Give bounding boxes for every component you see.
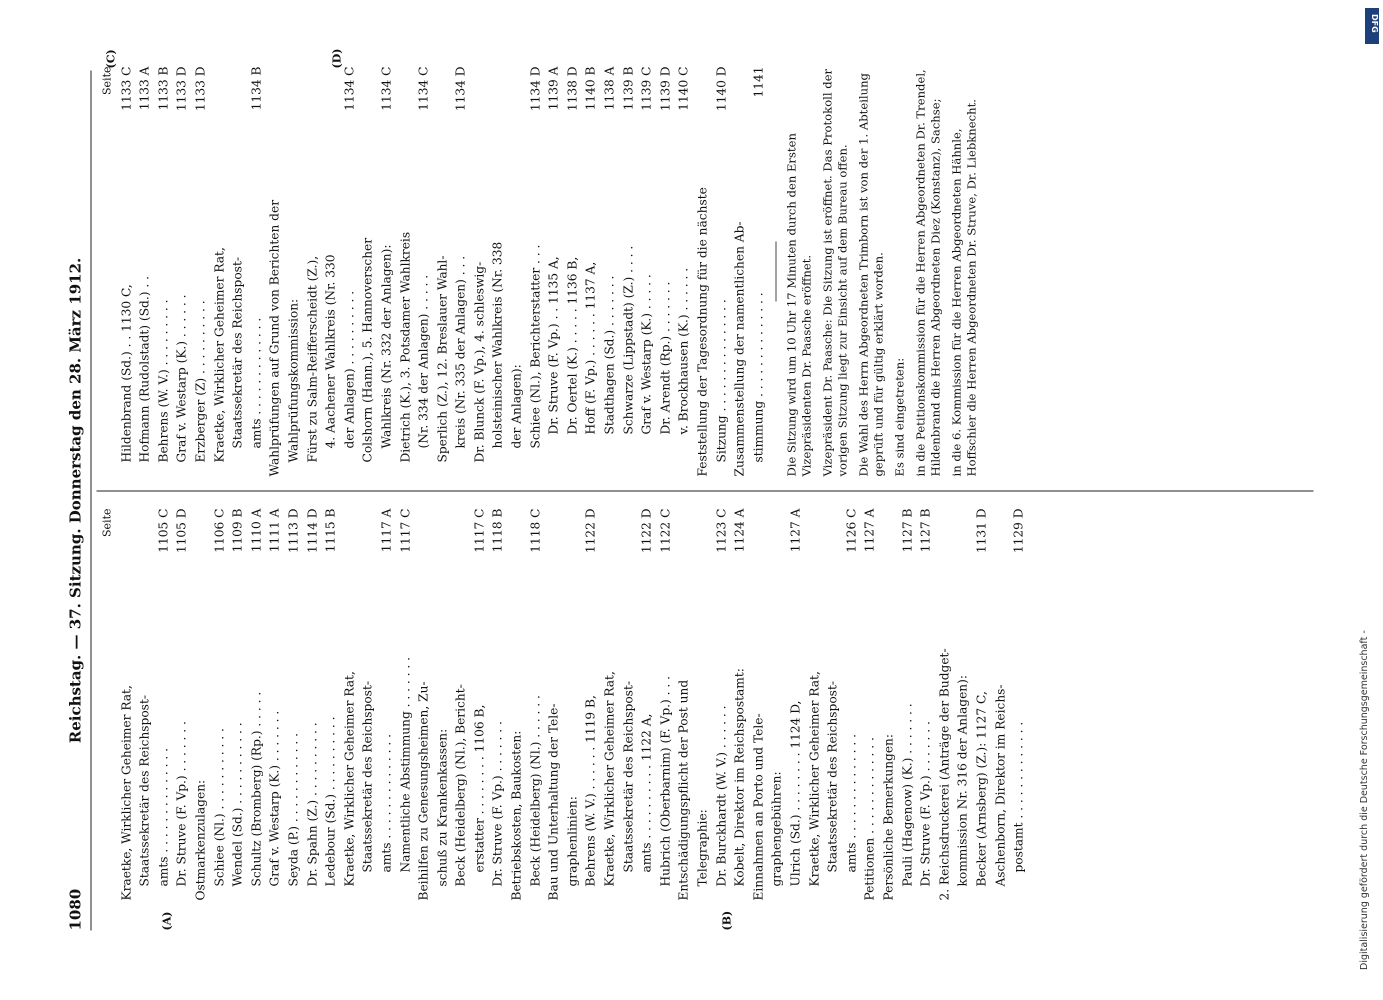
index-entry-text: Beihilfen zu Genesungsheimen, Zu- xyxy=(416,680,431,900)
index-entry xyxy=(303,66,322,476)
index-entry xyxy=(321,66,340,476)
index-entry-page: 1124 A xyxy=(732,508,747,552)
index-entry-page: 1133 A xyxy=(137,66,152,110)
index-entry xyxy=(730,508,749,900)
index-entry xyxy=(823,508,842,900)
index-entry-text: Graf v. Westarp (K.) . . . . . xyxy=(639,273,654,434)
index-entry xyxy=(544,508,563,900)
index-entry-text: Wendel (Sd.) . . . . . . . . . . . xyxy=(230,721,245,886)
index-entry xyxy=(656,66,675,476)
index-entry-page: 1114 D xyxy=(304,508,319,553)
index-entry xyxy=(433,508,452,900)
minutes-paragraph: Die Sitzung wird um 10 Uhr 17 Minuten durch den Ersten Vizepräsidenten Dr. Paasche eröffnet. xyxy=(784,132,814,476)
index-entry-text: Kraetke, Wirklicher Geheimer Rat, xyxy=(211,246,226,462)
index-entry-text: Petitionen . . . . . . . . . . . . . xyxy=(862,736,877,900)
index-entry-text: kreis (Nr. 335 der Anlagen) . . . xyxy=(453,255,468,448)
index-entry xyxy=(991,508,1010,900)
index-entry-page: 1140 C xyxy=(676,66,691,111)
index-entry-text: Hofmann (Rudolstadt) (Sd.) . . xyxy=(137,275,152,462)
index-entry-text: Wahlkreis (Nr. 332 der Anlagen): xyxy=(378,244,393,448)
index-entry-text: Schwarze (Lippstadt) (Z.) . . . . xyxy=(620,245,635,434)
left-column xyxy=(98,508,1028,900)
index-entry-text: Behrens (W. V.) . . . . . . 1119 B, xyxy=(583,694,598,886)
index-entry xyxy=(674,66,693,476)
index-entry xyxy=(749,508,768,900)
index-entry-page: 1129 D xyxy=(1011,508,1026,553)
index-entry xyxy=(358,508,377,900)
index-entry xyxy=(563,66,582,476)
index-entry-text: Hubrich (Oberbarnim) (F. Vp.) . . . xyxy=(657,675,672,886)
index-entry-text: amts . . . . . . . . . . 1122 A, xyxy=(639,713,654,872)
index-entry xyxy=(265,508,284,900)
margin-mark-b: (B) xyxy=(720,910,733,930)
index-entry-page: 1117 C xyxy=(471,508,486,553)
index-entry-text: Kraetke, Wirklicher Geheimer Rat, xyxy=(806,670,821,886)
index-entry-page: 1105 D xyxy=(174,508,189,553)
index-entry-text: Einnahmen an Porto und Tele- xyxy=(750,712,765,900)
right-column xyxy=(98,66,979,476)
index-entry-text: erstatter . . . . . . . . 1106 B, xyxy=(471,704,486,872)
index-entry xyxy=(433,66,452,476)
index-entry xyxy=(526,66,545,476)
index-entry xyxy=(767,508,786,900)
index-entry-page: 1122 D xyxy=(583,508,598,553)
index-entry xyxy=(972,508,991,900)
index-entry-text: Wahlprüfungskommission: xyxy=(285,298,300,462)
index-entry-page: 1138 A xyxy=(602,66,617,110)
index-entry xyxy=(172,508,191,900)
index-entry xyxy=(507,66,526,476)
margin-mark-d: (D) xyxy=(330,48,343,68)
index-entry-text: Colshorn (Hann.), 5. Hannoverscher xyxy=(360,237,375,462)
index-entry xyxy=(619,508,638,900)
index-entry-page: 1134 B xyxy=(248,66,263,110)
index-entry xyxy=(600,66,619,476)
minutes-paragraph: Es sind eingetreten: xyxy=(892,357,907,476)
index-entry xyxy=(544,66,563,476)
index-entry xyxy=(451,66,470,476)
minutes-paragraph: in die 6. Kommission für die Herren Abgeordneten Hähnle, Hoffschier die Herren Abgeordneten Dr. Struve, Dr. Liebknecht. xyxy=(949,98,979,476)
index-entry-page: 1117 A xyxy=(378,508,393,552)
index-entry-text: der Anlagen) . . . . . . . . . . xyxy=(341,290,356,448)
index-entry-page: 1111 A xyxy=(267,508,282,552)
index-entry xyxy=(210,66,229,476)
index-entry xyxy=(414,66,433,476)
index-entry-page: 1115 B xyxy=(323,508,338,552)
index-entry xyxy=(488,508,507,900)
index-entry-page: 1106 C xyxy=(211,508,226,553)
index-entry-page: 1127 B xyxy=(918,508,933,552)
index-entry-page: 1133 C xyxy=(118,66,133,111)
index-entry-text: Sitzung . . . . . . . . . . . . . . . xyxy=(713,298,728,462)
index-entry-text: Namentliche Abstimmung . . . . . . . xyxy=(397,656,412,872)
index-entry xyxy=(916,508,935,900)
index-entry xyxy=(898,508,917,900)
index-entry xyxy=(470,66,489,476)
index-entry xyxy=(284,508,303,900)
index-entry xyxy=(786,508,805,900)
index-entry-text: amts . . . . . . . . . . . . . xyxy=(248,317,263,448)
page-number: 1080 xyxy=(66,888,84,930)
index-entry xyxy=(712,66,731,476)
index-entry xyxy=(507,508,526,900)
index-entry xyxy=(191,508,210,900)
index-entry-page: 1134 C xyxy=(416,66,431,111)
index-entry-text: Schultz (Bromberg) (Rp.) . . . . . xyxy=(248,691,263,886)
index-entry-page: 1127 B xyxy=(899,508,914,552)
index-entry-text: Dr. Struve (F. Vp.) . . 1135 A, xyxy=(546,255,561,434)
index-entry-text: Schiee (Nl.) . . . . . . . . . . . xyxy=(211,727,226,886)
index-entry-text: Hoff (F. Vp.) . . . . . . 1137 A, xyxy=(583,261,598,434)
index-entry xyxy=(265,66,284,476)
index-entry-page: 1133 B xyxy=(155,66,170,110)
index-entry-text: Dr. Struve (F. Vp.) . . . . . . . xyxy=(174,720,189,886)
margin-mark-c: (C) xyxy=(104,48,117,68)
index-entry-text: Dr. Burckhardt (W. V.) . . . . . . xyxy=(713,704,728,886)
index-entry xyxy=(303,508,322,900)
index-entry xyxy=(712,508,731,900)
index-entry xyxy=(154,508,173,900)
index-entry-text: v. Brockhausen (K.) . . . . . . xyxy=(676,267,691,434)
index-entry-text: Pauli (Hagenow) (K.) . . . . . . . xyxy=(899,702,914,886)
index-entry xyxy=(842,508,861,900)
index-entry-text: Seyda (P.) . . . . . . . . . . . . xyxy=(285,732,300,886)
index-entry-text: (Nr. 334 der Anlagen) . . . . . xyxy=(416,274,431,448)
index-entry xyxy=(693,508,712,900)
index-entry-text: Graf v. Westarp (K.) . . . . . . . xyxy=(267,710,282,886)
index-entry-page: 1139 C xyxy=(639,66,654,111)
index-entry-text: Dr. Arendt (Rp.) . . . . . . . xyxy=(657,281,672,434)
index-entry xyxy=(284,66,303,476)
index-entry xyxy=(470,508,489,900)
index-entry xyxy=(377,508,396,900)
index-entry xyxy=(637,66,656,476)
index-entry-page: 1117 C xyxy=(397,508,412,553)
margin-mark-a: (A) xyxy=(160,911,173,930)
index-entry-page: 1118 C xyxy=(527,508,542,553)
index-entry-text: Dr. Spahn (Z.) . . . . . . . . . . xyxy=(304,721,319,886)
index-entry xyxy=(805,508,824,900)
index-entry xyxy=(451,508,470,900)
index-entry-text: Staatssekretär des Reichspost- xyxy=(825,680,840,872)
index-entry-text: Ulrich (Sd.) . . . . . . . . 1124 D, xyxy=(787,700,802,886)
index-entry xyxy=(730,66,749,476)
index-entry xyxy=(154,66,173,476)
index-entry-text: Bau und Unterhaltung der Tele- xyxy=(546,703,561,900)
index-entry xyxy=(228,66,247,476)
index-entry-text: Kraetke, Wirklicher Geheimer Rat, xyxy=(602,670,617,886)
index-entry-text: amts . . . . . . . . . . . . . . xyxy=(843,733,858,872)
index-entry-page: 1105 C xyxy=(155,508,170,553)
index-entry-text: Kraetke, Wirklicher Geheimer Rat, xyxy=(341,670,356,886)
index-entry xyxy=(563,508,582,900)
index-entry-page: 1133 D xyxy=(192,66,207,111)
index-entry-text: Beck (Heidelberg) (Nl.), Bericht- xyxy=(453,683,468,886)
index-entry-page: 1118 B xyxy=(490,508,505,552)
index-entry-text: postamt . . . . . . . . . . . . . xyxy=(1011,721,1026,872)
index-entry xyxy=(340,66,359,476)
index-entry-page: 1139 B xyxy=(620,66,635,110)
index-entry-text: Kraetke, Wirklicher Geheimer Rat, xyxy=(118,684,133,900)
index-entry xyxy=(172,66,191,476)
index-entry-page: 1110 A xyxy=(248,508,263,552)
index-entry-page: 1113 D xyxy=(285,508,300,553)
seite-label-right: Seite xyxy=(100,66,113,95)
index-entry-text: Graf v. Westarp (K.) . . . . . . xyxy=(174,293,189,462)
index-entry-text: der Anlagen): xyxy=(509,363,524,448)
index-entry xyxy=(210,508,229,900)
index-entry-text: Behrens (W. V.) . . . . . . . . . xyxy=(155,299,170,462)
index-entry-text: Fürst zu Salm-Reifferscheidt (Z.), xyxy=(304,255,319,462)
index-entry-page: 1122 D xyxy=(639,508,654,553)
index-entry xyxy=(935,508,954,900)
index-entry xyxy=(396,508,415,900)
index-entry-page: 1139 D xyxy=(657,66,672,111)
index-entry xyxy=(749,66,768,476)
index-entry-text: 2. Reichsdruckerei (Anträge der Budget- xyxy=(936,647,951,900)
index-entry xyxy=(135,66,154,476)
index-entry-text: Hildenbrand (Sd.) . . 1130 C, xyxy=(118,283,133,462)
index-entry-text: Aschenborn, Direktor im Reichs- xyxy=(992,683,1007,886)
index-entry xyxy=(581,66,600,476)
index-entry-page: 1140 D xyxy=(713,66,728,111)
index-entry xyxy=(321,508,340,900)
index-entry-text: Kobelt, Direktor im Reichspostamt: xyxy=(732,667,747,886)
index-entry-text: holsteinischer Wahlkreis (Nr. 338 xyxy=(490,241,505,448)
index-entry-page: 1140 B xyxy=(583,66,598,110)
index-entry-text: amts . . . . . . . . . . . . . . xyxy=(155,747,170,886)
index-entry xyxy=(656,508,675,900)
index-entry-page: 1134 D xyxy=(453,66,468,111)
digitization-note xyxy=(1359,10,1379,990)
index-entry xyxy=(247,508,266,900)
index-entry-text: Staatssekretär des Reichspost- xyxy=(620,680,635,872)
index-entry-text: Telegraphie: xyxy=(695,808,709,886)
header-rule xyxy=(90,70,91,930)
index-entry-text: Betriebskosten, Baukosten: xyxy=(509,730,524,900)
index-entry-page: 1139 A xyxy=(546,66,561,110)
index-entry-text: Ostmarkenzulagen: xyxy=(192,779,207,900)
minutes-paragraph: Vizepräsident Dr. Paasche: Die Sitzung ist eröffnet. Das Protokoll der vorigen Sitzung liegt zur Einsicht auf dem Bureau offen. xyxy=(820,68,850,476)
index-entry xyxy=(340,508,359,900)
index-entry-page: 1122 C xyxy=(657,508,672,553)
page-title: Reichstag. — 37. Sitzung. Donnerstag den 28. März 1912. xyxy=(66,257,84,743)
index-entry xyxy=(228,508,247,900)
index-entry xyxy=(488,66,507,476)
index-entry-text: 4. Aachener Wahlkreis (Nr. 330 xyxy=(323,253,338,448)
index-entry xyxy=(526,508,545,900)
index-entry-text: Dietrich (K.), 3. Potsdamer Wahlkreis xyxy=(397,231,412,462)
index-entry xyxy=(879,508,898,900)
index-entry xyxy=(358,66,377,476)
index-entry xyxy=(953,508,972,900)
index-entry-text: Dr. Blunck (F. Vp.), 4. schleswig- xyxy=(471,261,486,462)
index-entry-text: graphengebühren: xyxy=(769,770,784,886)
index-entry xyxy=(581,508,600,900)
index-entry-text: Staatssekretär des Reichspost- xyxy=(137,694,152,886)
index-entry xyxy=(117,508,136,900)
index-entry xyxy=(396,66,415,476)
index-entry xyxy=(619,66,638,476)
index-entry-page: 1134 C xyxy=(378,66,393,111)
index-entry xyxy=(693,66,712,476)
index-entry-page: 1123 C xyxy=(713,508,728,553)
index-entry-page: 1109 B xyxy=(230,508,245,552)
index-entry-text: Ledebour (Sd.) . . . . . . . . . . xyxy=(323,715,338,886)
index-entry-page: 1127 A xyxy=(787,508,802,552)
index-entry-text: kommission Nr. 316 der Anlagen): xyxy=(955,674,970,886)
index-entry xyxy=(860,508,879,900)
index-entry-text: Becker (Arnsberg) (Z.): 1127 C, xyxy=(973,690,988,886)
minutes-paragraph: in die Petitionskommission für die Herren Abgeordneten Dr. Trendel, Hildenbrand die Herren Abgeordneten Diez (Konstanz), Sachse; xyxy=(913,68,943,476)
index-entry-text: Sperlich (Z.), 12. Breslauer Wahl- xyxy=(434,255,449,462)
index-entry xyxy=(1009,508,1028,900)
index-entry-text: stimmung . . . . . . . . . . . . . . xyxy=(750,291,765,462)
index-entry-page: 1127 A xyxy=(862,508,877,552)
index-entry-text: Zusammenstellung der namentlichen Ab- xyxy=(732,220,747,476)
column-divider xyxy=(96,490,1313,491)
index-entry-page: 1138 D xyxy=(564,66,579,111)
page-header xyxy=(66,70,90,930)
index-entry-text: Feststellung der Tagesordnung für die nächste xyxy=(695,186,709,476)
dfg-logo-text: DFG xyxy=(1370,14,1379,33)
index-entry-text: Schiee (Nl.), Berichterstatter . . . xyxy=(527,244,542,448)
index-entry-text: Stadthagen (Sd.) . . . . . . . xyxy=(602,275,617,434)
index-entry xyxy=(600,508,619,900)
index-entry-text: Persönliche Bemerkungen: xyxy=(880,733,895,900)
index-entry-text: Staatssekretär des Reichspost- xyxy=(360,680,375,872)
index-entry xyxy=(117,66,136,476)
index-entry-text: graphenlinien: xyxy=(564,795,579,886)
index-entry-text: Wahlprüfungen auf Grund von Berichten der xyxy=(267,199,282,476)
index-entry-text: Beck (Heidelberg) (Nl.) . . . . . . xyxy=(527,694,542,886)
index-entry xyxy=(135,508,154,900)
index-entry-text: Erzberger (Z) . . . . . . . . . . xyxy=(192,299,207,462)
index-entry-text: schuß zu Krankenkassen: xyxy=(434,728,449,886)
index-entry xyxy=(377,66,396,476)
index-entry-text: Entschädigungspflicht der Post und xyxy=(676,679,691,900)
index-entry-text: Dr. Oertel (K.) . . . . . 1136 B, xyxy=(564,256,579,434)
index-entry-text: Dr. Struve (F. Vp.) . . . . . . . xyxy=(490,720,505,886)
index-entry-page: 1134 C xyxy=(341,66,356,111)
index-entry xyxy=(637,508,656,900)
index-entry xyxy=(247,66,266,476)
minutes-paragraph: Die Wahl des Herrn Abgeordneten Trimborn ist von der 1. Abteilung geprüft und für gültig erklärt worden. xyxy=(856,72,886,476)
index-entry xyxy=(674,508,693,900)
index-entry-page: 1126 C xyxy=(843,508,858,553)
seite-label: Seite xyxy=(100,508,113,537)
index-entry-page: 1134 D xyxy=(527,66,542,111)
digitization-note-text: Digitalisierung gefördert durch die Deutsche Forschungsgemeinschaft - xyxy=(1359,630,1370,970)
index-entry-text: Staatssekretär des Reichspost- xyxy=(230,256,245,448)
index-entry-text: amts . . . . . . . . . . . . . . xyxy=(378,733,393,872)
index-entry-page: 1131 D xyxy=(973,508,988,553)
index-entry-text: Dr. Struve (F. Vp.) . . . . . . . xyxy=(918,720,933,886)
index-entry xyxy=(414,508,433,900)
index-entry-page: 1133 D xyxy=(174,66,189,111)
index-entry-page: 1141 xyxy=(750,66,765,98)
section-rule xyxy=(775,241,776,301)
index-entry xyxy=(191,66,210,476)
